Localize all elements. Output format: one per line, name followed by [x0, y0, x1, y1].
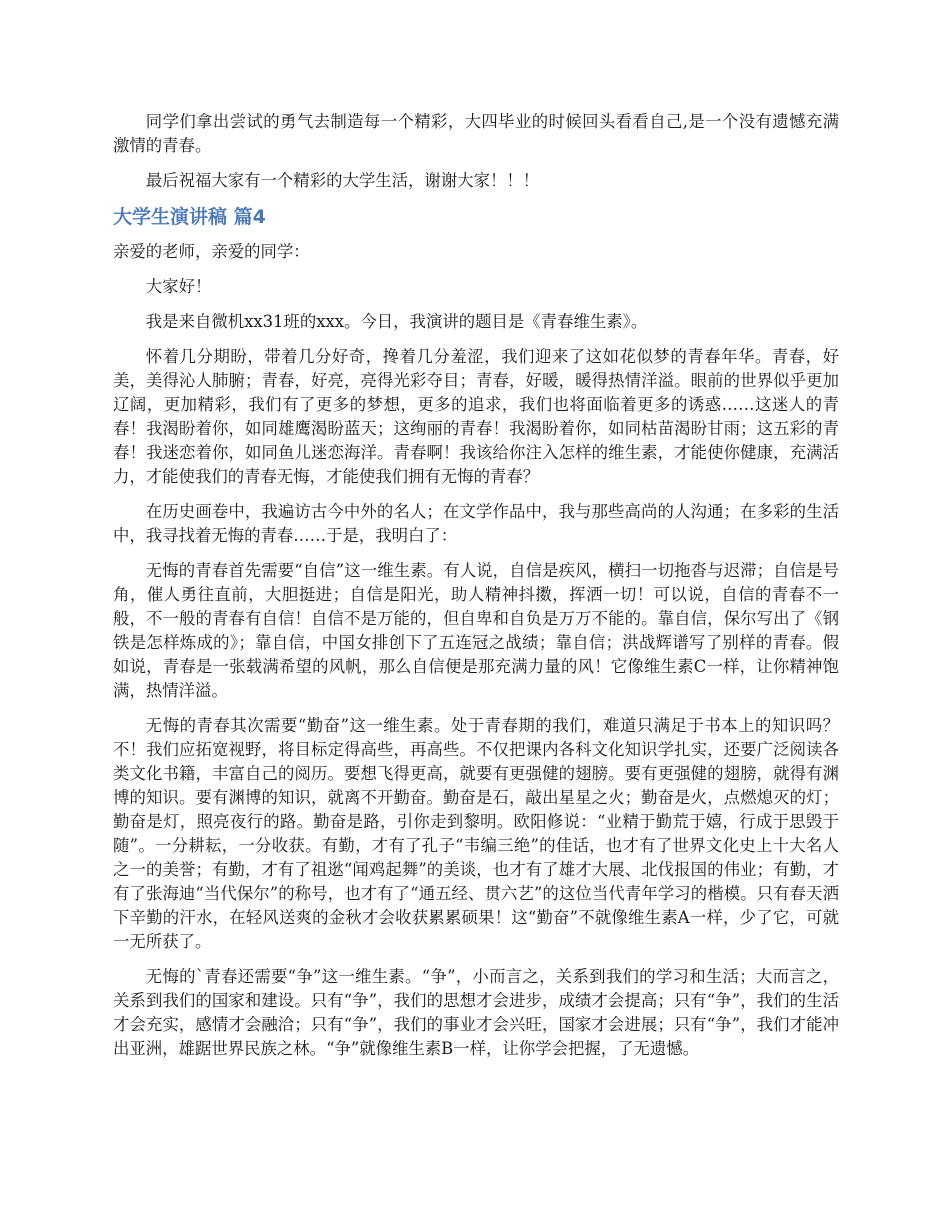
paragraph: 无悔的`青春还需要“争”这一维生素。“争”，小而言之，关系到我们的学习和生活；大而言之，关系到我们的国家和建设。只有“争”，我们的思想才会进步，成绩才会提高；只有“争”，我们的生活才会充实，感情才会融洽；只有“争”，我们的事业才会兴旺，国家才会进展；只有“争”，我们才能冲出亚洲，雄踞世界民族之林。“争”就像维生素B一样，让你学会把握，了无遗憾。 — [113, 967, 839, 1058]
paragraph: 同学们拿出尝试的勇气去制造每一个精彩，大四毕业的时候回头看看自己,是一个没有遗憾充满激情的青春。 — [113, 112, 839, 155]
paragraph: 无悔的青春首先需要“自信”这一维生素。有人说，自信是疾风，横扫一切拖沓与迟滞；自信是号角，催人勇往直前，大胆挺进；自信是阳光，助人精神抖擞，挥洒一切！可以说，自信的青春不一般，不一般的青春有自信！自信不是万能的，但自卑和自负是万万不能的。靠自信，保尔写出了《钢铁是怎样炼成的》；靠自信，中国女排创下了五连冠之战绩；靠自信；洪战辉谱写了别样的青春。假如说，青春是一张载满希望的风帆，那么自信便是那充满力量的风！它像维生素C一样，让你精神饱满，热情洋溢。 — [113, 561, 839, 700]
paragraph: 在历史画卷中，我遍访古今中外的名人；在文学作品中，我与那些高尚的人沟通；在多彩的生活中，我寻找着无悔的青春……于是，我明白了： — [113, 502, 839, 545]
section-heading: 大学生演讲稿 篇4 — [113, 206, 266, 228]
salutation: 亲爱的老师，亲爱的同学： — [113, 242, 310, 261]
paragraph: 怀着几分期盼，带着几分好奇，搀着几分羞涩，我们迎来了这如花似梦的青春年华。青春，好美，美得沁人肺腑；青春，好亮，亮得光彩夺目；青春，好暖，暖得热情洋溢。眼前的世界似乎更加辽阔，更加精彩，我们有了更多的梦想，更多的追求，我们也将面临着更多的诱惑……这迷人的青春！我渴盼着你，如同雄鹰渴盼蓝天；这绚丽的青春！我渴盼着你，如同枯苗渴盼甘雨；这五彩的青春！我迷恋着你，如同鱼儿迷恋海洋。青春啊！我该给你注入怎样的维生素，才能使你健康，充满活力，才能使我们的青春无悔，才能使我们拥有无悔的青春？ — [113, 347, 839, 486]
paragraph: 我是来自微机xx31班的xxx。今日，我演讲的题目是《青春维生素》。 — [145, 312, 648, 331]
document-page — [113, 110, 839, 1072]
paragraph: 无悔的青春其次需要“勤奋”这一维生素。处于青春期的我们，难道只满足于书本上的知识吗？不！我们应拓宽视野，将目标定得高些，再高些。不仅把课内各科文化知识学扎实，还要广泛阅读各类文化书籍，丰富自己的阅历。要想飞得更高，就要有更强健的翅膀。要有更强健的翅膀，就得有渊博的知识。要有渊博的知识，就离不开勤奋。勤奋是石，敲出星星之火；勤奋是火，点燃熄灭的灯；勤奋是灯，照亮夜行的路。勤奋是路，引你走到黎明。欧阳修说：“业精于勤荒于嬉，行成于思毁于随”。一分耕耘，一分收获。有勤，才有了孔子“韦编三绝”的佳话，也才有了世界文化史上十大名人之一的美誉；有勤，才有了祖逖“闻鸡起舞”的美谈，也才有了雄才大展、北伐报国的伟业；有勤，才有了张海迪“当代保尔”的称号，也才有了“通五经、贯六艺”的这位当代青年学习的楷模。只有春天洒下辛勤的汗水，在轻风送爽的金秋才会收获累累硕果！这“勤奋”不就像维生素A一样，少了它，可就一无所获了。 — [113, 716, 839, 951]
greeting: 大家好！ — [145, 277, 212, 296]
closing-paragraph: 最后祝福大家有一个精彩的大学生活，谢谢大家！！！ — [145, 171, 540, 190]
